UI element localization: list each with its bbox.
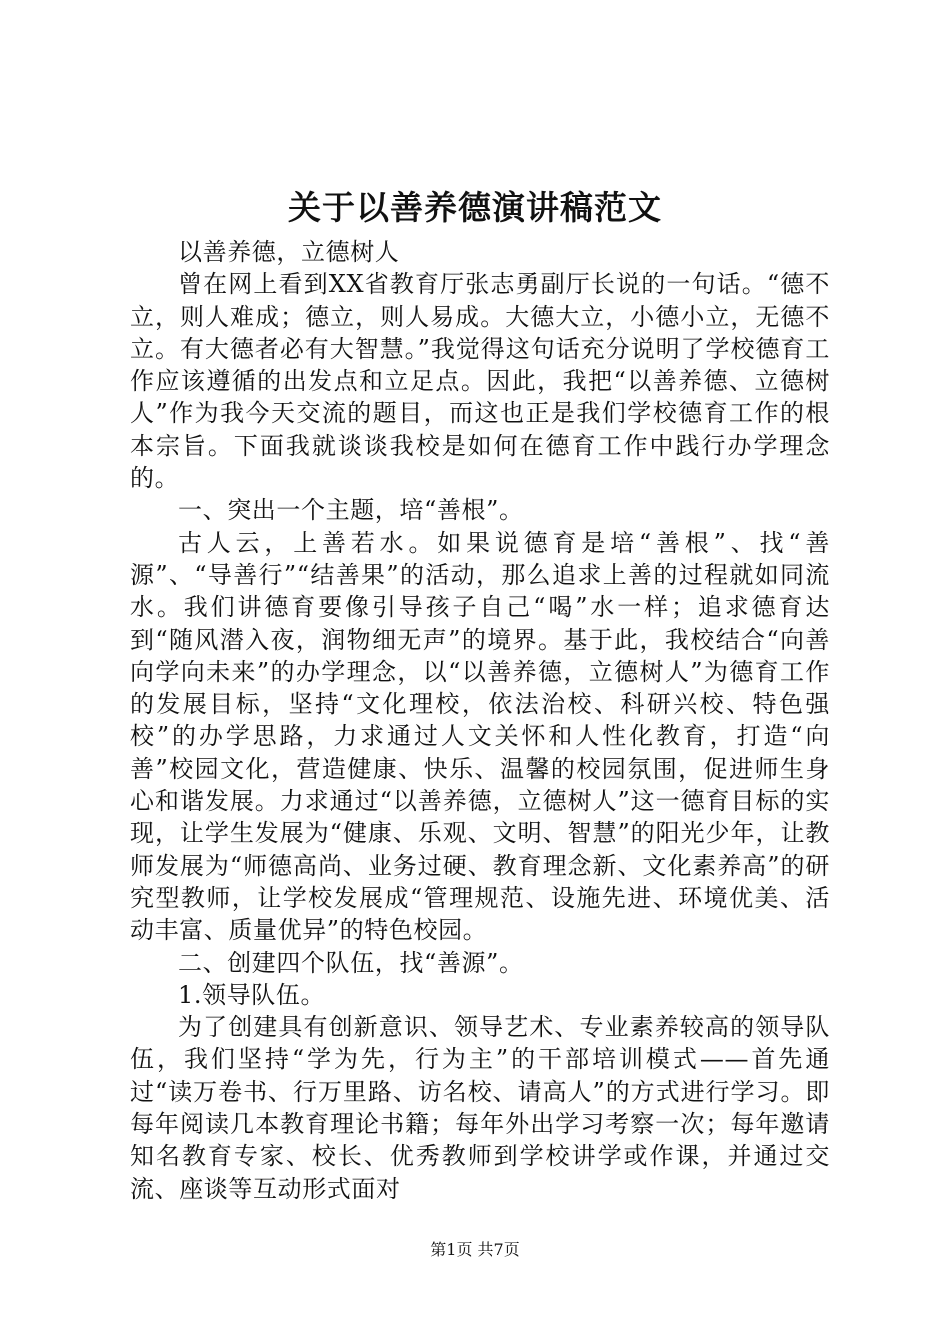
- paragraph-section-1: 古人云，上善若水。如果说德育是培“善根”、找“善源”、“导善行”“结善果”的活动，那么追求上善的过程就如同流水。我们讲德育要像引导孩子自己“喝”水一样；追求德育达到“随风潜入夜，润物细无声”的境界。基于此，我校结合“向善向学向未来”的办学理念，以“以善养德，立德树人”为德育工作的发展目标，坚持“文化理校，依法治校、科研兴校、特色强校”的办学思路，力求通过人文关怀和人性化教育，打造“向善”校园文化，营造健康、快乐、温馨的校园氛围，促进师生身心和谐发展。力求通过“以善养德，立德树人”这一德育目标的实现，让学生发展为“健康、乐观、文明、智慧”的阳光少年，让教师发展为“师德高尚、业务过硬、教育理念新、文化素养高”的研究型教师，让学校发展成“管理规范、设施先进、环境优美、活动丰富、质量优异”的特色校园。: [130, 528, 830, 945]
- section-heading-1: 一、突出一个主题，培“善根”。: [178, 496, 524, 525]
- document-body: [130, 236, 830, 1205]
- subsection-heading-1: 1.领导队伍。: [178, 980, 326, 1009]
- paragraph-subtitle: 以善养德，立德树人: [178, 238, 400, 266]
- paragraph-intro: 曾在网上看到XX省教育厅张志勇副厅长说的一句话。“德不立，则人难成；德立，则人易成。大德大立，小德小立，无德不立。有大德者必有大智慧。”我觉得这句话充分说明了学校德育工作应该遵循的出发点和立足点。因此，我把“以善养德、立德树人”作为我今天交流的题目，而这也正是我们学校德育工作的根本宗旨。下面我就谈谈我校是如何在德育工作中践行办学理念的。: [130, 270, 830, 493]
- document-title: 关于以善养德演讲稿范文: [288, 188, 662, 227]
- paragraph-subsection-1: 为了创建具有创新意识、领导艺术、专业素养较高的领导队伍，我们坚持“学为先，行为主”的干部培训模式——首先通过“读万卷书、行万里路、访名校、请高人”的方式进行学习。即每年阅读几本教育理论书籍；每年外出学习考察一次；每年邀请知名教育专家、校长、优秀教师到学校讲学或作课，并通过交流、座谈等互动形式面对: [130, 1013, 830, 1203]
- page-number-footer: 第1页 共7页: [430, 1240, 520, 1259]
- section-heading-2: 二、创建四个队伍，找“善源”。: [178, 948, 524, 977]
